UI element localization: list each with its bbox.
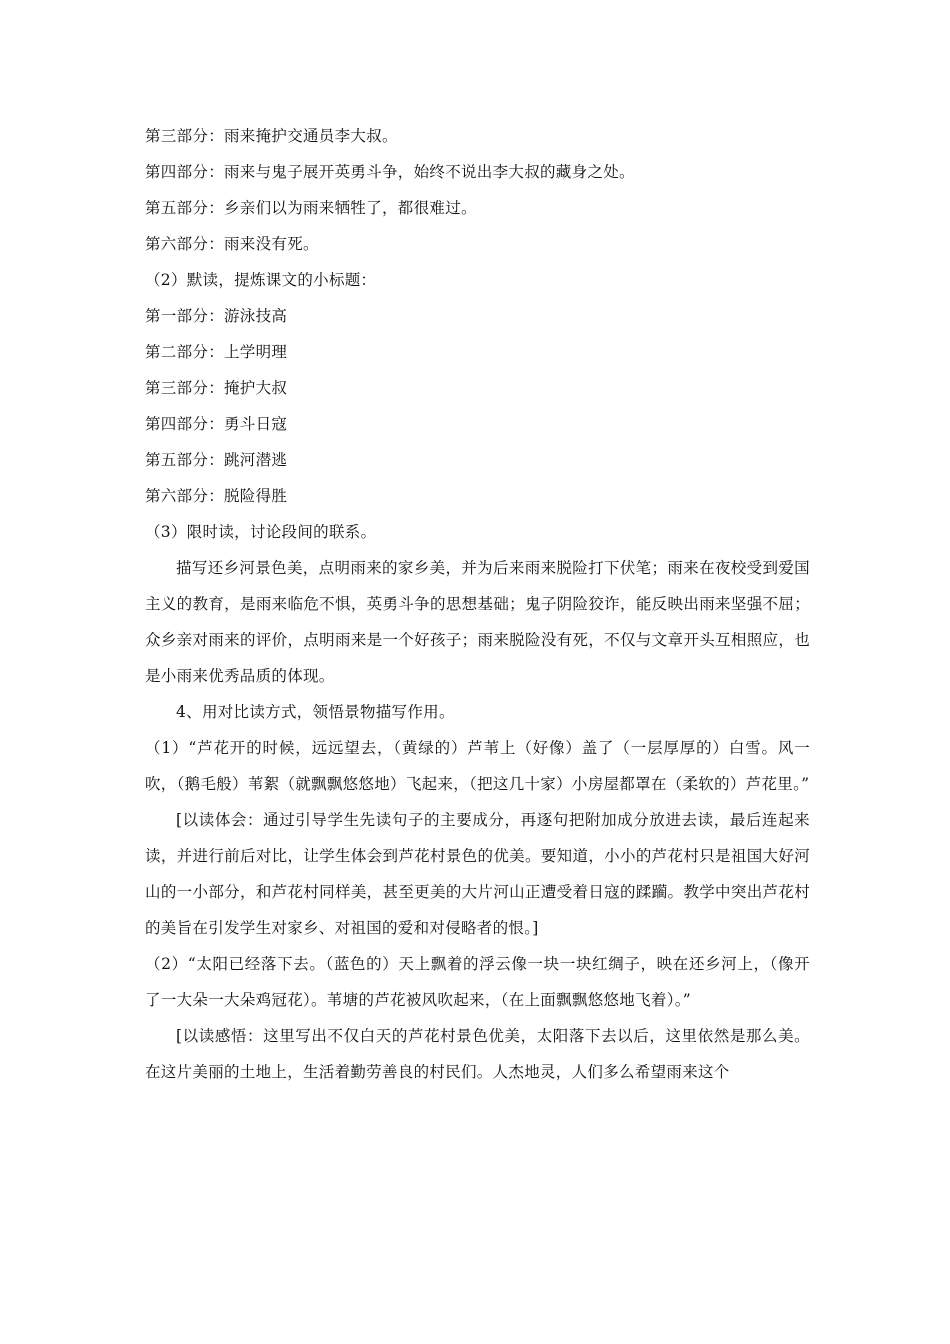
step2-heading: （2）默读，提炼课文的小标题： [145,271,377,289]
subtitle-line-4: 第四部分：勇斗日寇 [145,415,288,433]
step3-heading: （3）限时读，讨论段间的联系。 [145,523,377,541]
document-body [145,118,810,1090]
note-2: [以读感悟：这里写出不仅白天的芦花村景色优美，太阳落下去以后，这里依然是那么美。在这片美丽的土地上，生活着勤劳善良的村民们。人杰地灵，人们多么希望雨来这个 [145,1027,810,1081]
subtitle-line-2: 第二部分：上学明理 [145,343,288,361]
subtitle-line-1: 第一部分：游泳技高 [145,307,288,325]
quote-2: （2）“太阳已经落下去。（蓝色的）天上飘着的浮云像一块一块红绸子，映在还乡河上，（像开了一大朵一大朵鸡冠花）。苇塘的芦花被风吹起来，（在上面飘飘悠悠地飞着）。” [145,955,810,1009]
subtitle-line-5: 第五部分：跳河潜逃 [145,451,288,469]
part-line-6: 第六部分：雨来没有死。 [145,235,319,253]
part-line-4: 第四部分：雨来与鬼子展开英勇斗争，始终不说出李大叔的藏身之处。 [145,163,635,181]
section4-heading: 4、用对比读方式，领悟景物描写作用。 [176,703,455,721]
step3-paragraph: 描写还乡河景色美，点明雨来的家乡美，并为后来雨来脱险打下伏笔；雨来在夜校受到爱国主义的教育，是雨来临危不惧，英勇斗争的思想基础；鬼子阴险狡诈，能反映出雨来坚强不屈；众乡亲对雨来的评价，点明雨来是一个好孩子；雨来脱险没有死，不仅与文章开头互相照应，也是小雨来优秀品质的体现。 [145,559,810,685]
note-1: [以读体会：通过引导学生先读句子的主要成分，再逐句把附加成分放进去读，最后连起来读，并进行前后对比，让学生体会到芦花村景色的优美。要知道，小小的芦花村只是祖国大好河山的一小部分，和芦花村同样美，甚至更美的大片河山正遭受着日寇的蹂躏。教学中突出芦花村的美旨在引发学生对家乡、对祖国的爱和对侵略者的恨。] [145,811,810,937]
part-line-3: 第三部分：雨来掩护交通员李大叔。 [145,127,398,145]
part-line-5: 第五部分：乡亲们以为雨来牺牲了，都很难过。 [145,199,477,217]
subtitle-line-6: 第六部分：脱险得胜 [145,487,288,505]
quote-1: （1）“芦花开的时候，远远望去，（黄绿的）芦苇上（好像）盖了（一层厚厚的）白雪。风一吹，（鹅毛般）苇絮（就飘飘悠悠地）飞起来，（把这几十家）小房屋都罩在（柔软的）芦花里。” [145,739,810,793]
subtitle-line-3: 第三部分：掩护大叔 [145,379,288,397]
